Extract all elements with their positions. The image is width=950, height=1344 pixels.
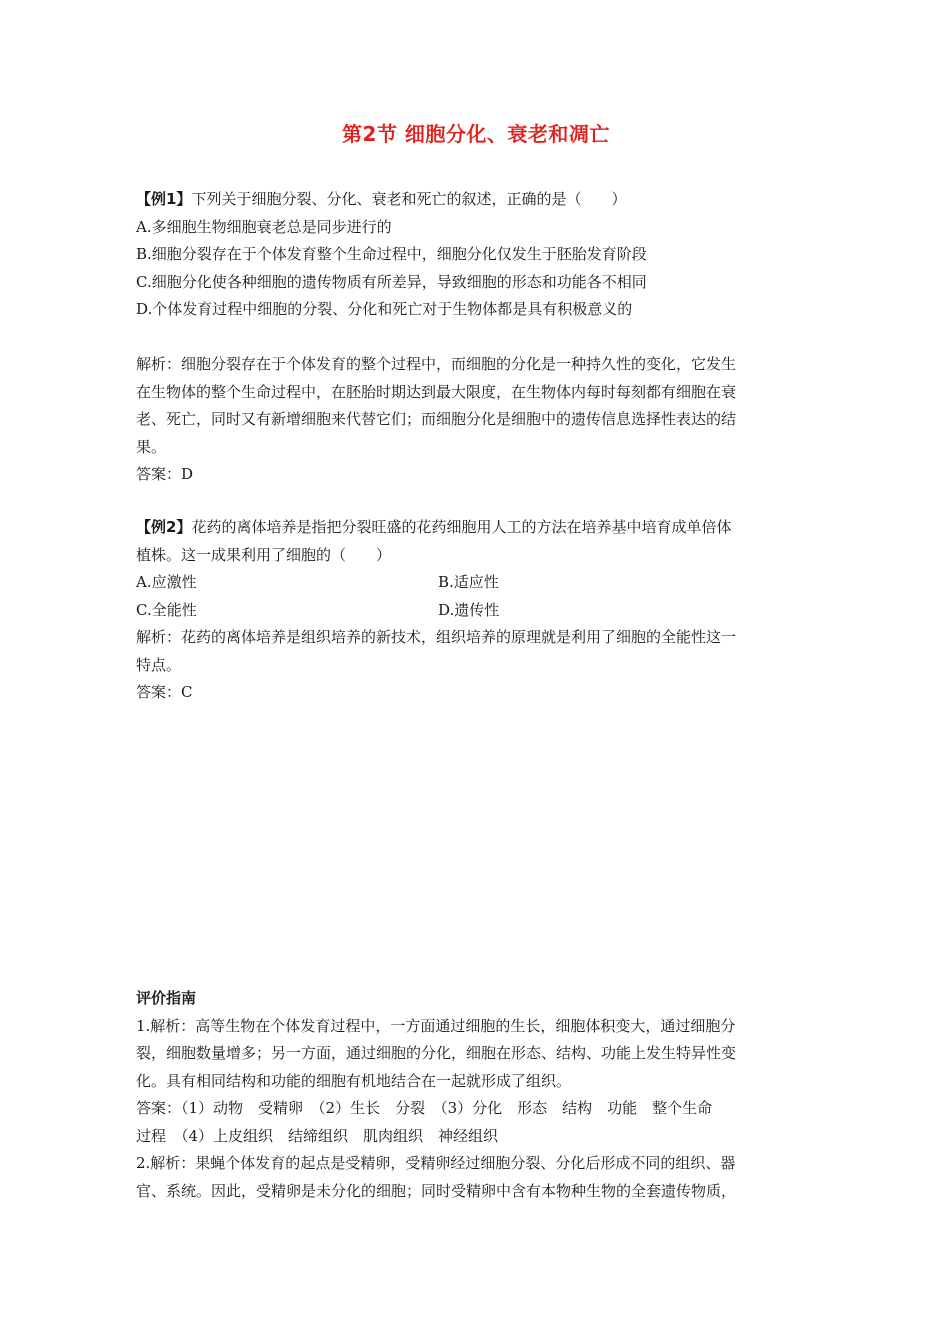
example-1-option-a: A.多细胞生物细胞衰老总是同步进行的 (136, 217, 392, 236)
guide-line: 化。具有相同结构和功能的细胞有机地结合在一起就形成了组织。 (136, 1071, 572, 1090)
guide-line: 2.解析：果蝇个体发育的起点是受精卵，受精卵经过细胞分裂、分化后形成不同的组织、器 (136, 1154, 736, 1172)
analysis-line: 特点。 (136, 655, 182, 674)
example-1 (136, 186, 816, 324)
example-1-answer: 答案：D (136, 465, 194, 483)
page-title: 第2节 细胞分化、衰老和凋亡 (342, 122, 610, 146)
example-2-option-d: D.遗传性 (438, 600, 500, 619)
guide-line: 过程 （4）上皮组织 结缔组织 肌肉组织 神经组织 (136, 1126, 499, 1145)
example-2-question-line (136, 514, 816, 542)
evaluation-guide (136, 985, 816, 1205)
example-1-option-b: B.细胞分裂存在于个体发育整个生命过程中，细胞分化仅发生于胚胎发育阶段 (136, 245, 647, 263)
analysis-line: 在生物体的整个生命过程中，在胚胎时期达到最大限度，在生物体内每时每刻都有细胞在衰 (136, 382, 737, 401)
example-1-option-d: D.个体发育过程中细胞的分裂、分化和死亡对于生物体都是具有积极意义的 (136, 300, 633, 318)
example-2-question-cont: 植株。这一成果利用了细胞的（ ） (136, 545, 392, 564)
example-1-question: 下列关于细胞分裂、分化、衰老和死亡的叙述，正确的是（ ） (191, 190, 627, 208)
example-2-option-a: A.应激性 (136, 573, 197, 591)
example-1-question-line (136, 186, 816, 214)
example-1-label: 【例1】 (136, 190, 192, 208)
example-2-label: 【例2】 (136, 518, 192, 536)
analysis-line: 解析：细胞分裂存在于个体发育的整个过程中，而细胞的分化是一种持久性的变化，它发生 (136, 355, 737, 373)
guide-heading: 评价指南 (136, 989, 197, 1007)
guide-line: 裂，细胞数量增多；另一方面，通过细胞的分化，细胞在形态、结构、功能上发生特异性变 (136, 1044, 737, 1062)
example-2-option-b: B.适应性 (438, 573, 499, 591)
example-2-options-row (136, 569, 816, 597)
example-1-option-c: C.细胞分化使各种细胞的遗传物质有所差异，导致细胞的形态和功能各不相同 (136, 272, 647, 291)
example-2-option-c: C.全能性 (136, 600, 197, 619)
analysis-line: 老、死亡，同时又有新增细胞来代替它们；而细胞分化是细胞中的遗传信息选择性表达的结 (136, 410, 737, 428)
example-1-analysis (136, 351, 816, 489)
guide-line: 答案：（1）动物 受精卵 （2）生长 分裂 （3）分化 形态 结构 功能 整个生命 (136, 1099, 713, 1117)
analysis-line: 果。 (136, 437, 167, 456)
example-2-options-row (136, 597, 816, 625)
analysis-line: 解析：花药的离体培养是组织培养的新技术，组织培养的原理就是利用了细胞的全能性这一 (136, 628, 737, 646)
example-2 (136, 514, 816, 707)
example-2-question: 花药的离体培养是指把分裂旺盛的花药细胞用人工的方法在培养基中培育成单倍体 (191, 518, 732, 536)
guide-line: 官、系统。因此，受精卵是未分化的细胞；同时受精卵中含有本物种生物的全套遗传物质， (136, 1181, 737, 1200)
guide-line: 1.解析：高等生物在个体发育过程中，一方面通过细胞的生长，细胞体积变大，通过细胞分 (136, 1016, 736, 1035)
example-2-answer: 答案：C (136, 683, 193, 701)
